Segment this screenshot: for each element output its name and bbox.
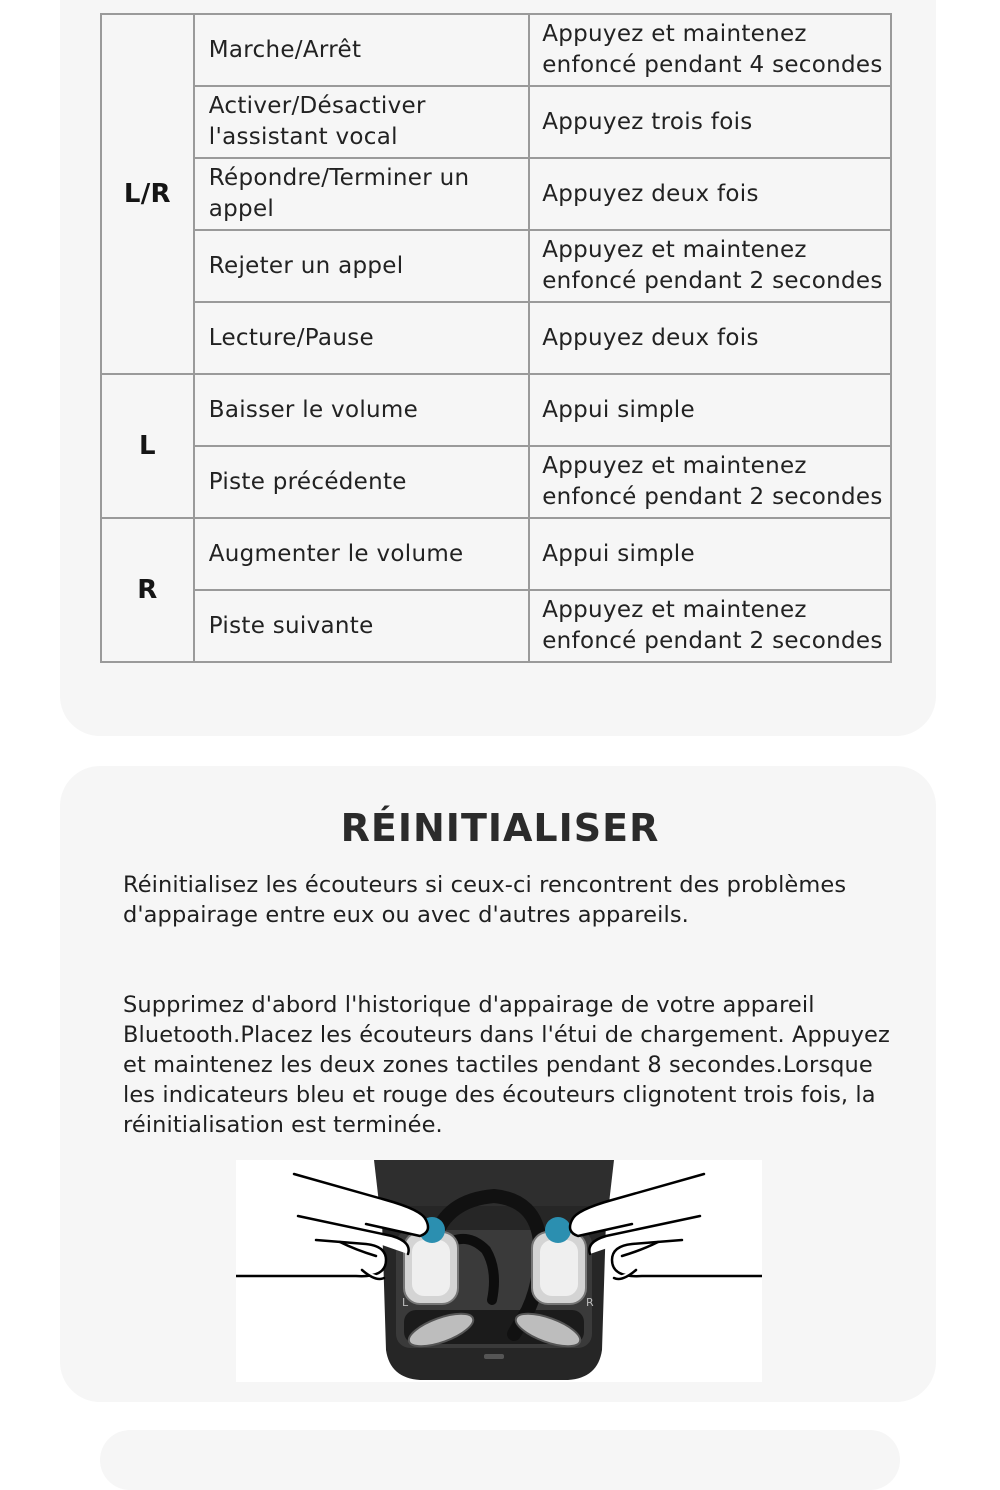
reset-title: RÉINITIALISER <box>340 806 660 850</box>
table-row <box>101 446 891 518</box>
action-cell: Appuyez trois fois <box>529 86 891 158</box>
table-row <box>101 86 891 158</box>
table-row <box>101 518 891 590</box>
action-cell: Appuyez et maintenez enfoncé pendant 2 secondes <box>529 230 891 302</box>
function-cell: Piste précédente <box>194 446 529 518</box>
function-cell: Répondre/Terminer un appel <box>194 158 529 230</box>
table-row <box>101 302 891 374</box>
side-label-l: L <box>101 374 194 518</box>
action-cell: Appui simple <box>529 374 891 446</box>
action-cell: Appuyez et maintenez enfoncé pendant 2 secondes <box>529 446 891 518</box>
table-row <box>101 374 891 446</box>
next-card-edge <box>100 1430 900 1490</box>
action-cell: Appuyez et maintenez enfoncé pendant 2 secondes <box>529 590 891 662</box>
right-mark: R <box>586 1296 594 1309</box>
side-label-r: R <box>101 518 194 662</box>
function-cell: Rejeter un appel <box>194 230 529 302</box>
reset-illustration <box>236 1160 762 1382</box>
function-cell: Augmenter le volume <box>194 518 529 590</box>
table-row <box>101 158 891 230</box>
charging-case-illustration <box>236 1160 762 1382</box>
table-row <box>101 14 891 86</box>
table-row <box>101 590 891 662</box>
action-cell: Appuyez deux fois <box>529 302 891 374</box>
controls-table <box>100 13 892 663</box>
left-mark: L <box>402 1296 409 1309</box>
reset-intro-paragraph: Réinitialisez les écouteurs si ceux-ci rencontrent des problèmes d'appairage entre eux ou avec d'autres appareils. <box>123 872 847 928</box>
action-cell: Appuyez et maintenez enfoncé pendant 4 secondes <box>529 14 891 86</box>
function-cell: Piste suivante <box>194 590 529 662</box>
function-cell: Marche/Arrêt <box>194 14 529 86</box>
action-cell: Appui simple <box>529 518 891 590</box>
reset-steps-paragraph: Supprimez d'abord l'historique d'appairage de votre appareil Bluetooth.Placez les écouteurs dans l'étui de chargement. Appuyez et maintenez les deux zones tactiles pendant 8 secondes.Lorsque les indicateurs bleu et rouge des écouteurs clignotent trois fois, la réinitialisation est terminée. <box>123 992 890 1138</box>
function-cell: Lecture/Pause <box>194 302 529 374</box>
table-row <box>101 230 891 302</box>
function-cell: Baisser le volume <box>194 374 529 446</box>
function-cell: Activer/Désactiver l'assistant vocal <box>194 86 529 158</box>
action-cell: Appuyez deux fois <box>529 158 891 230</box>
side-label-lr: L/R <box>101 14 194 374</box>
right-touch-zone <box>545 1217 571 1243</box>
